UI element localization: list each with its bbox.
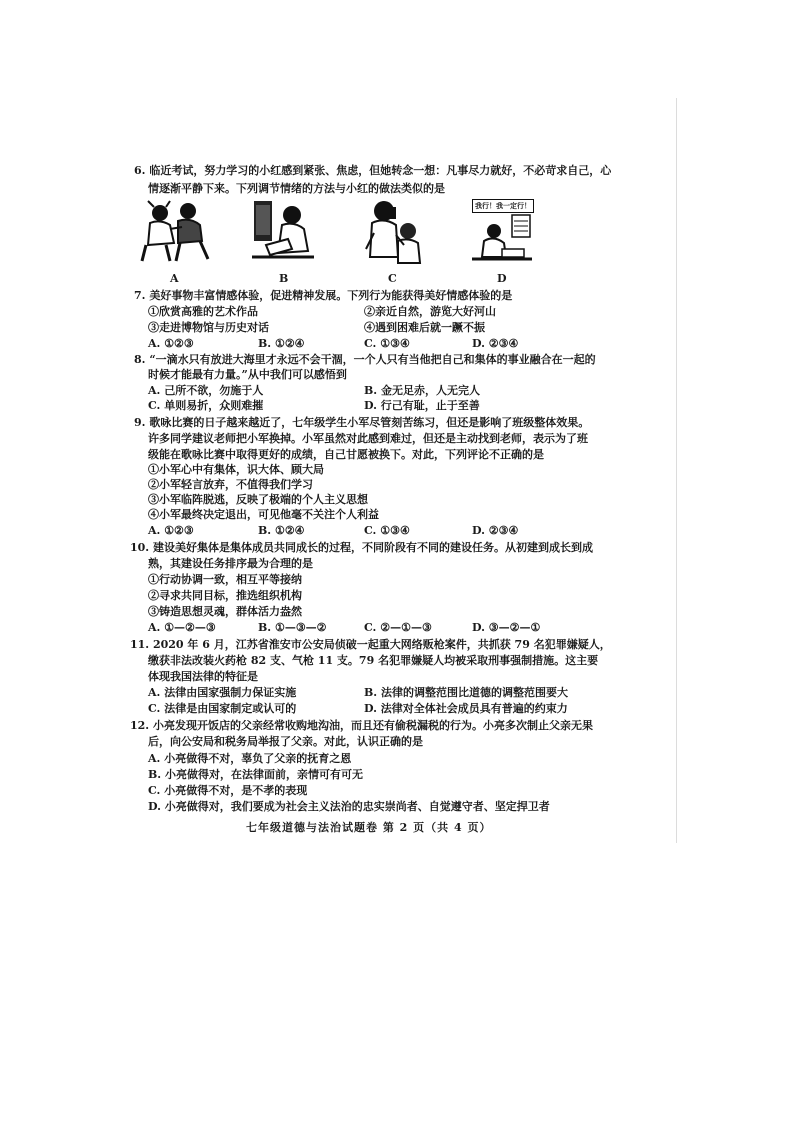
q6-figure-d-student-drawing [472,213,534,265]
q7-choice-d: D. ②③④ [472,337,519,350]
q9-statement-1: ①小军心中有集体，识大体、顾大局 [148,463,324,476]
q11-stem-line1: 11. 2020 年 6 月，江苏省淮安市公安局侦破一起重大网络贩枪案件，共抓获 79 名犯罪嫌疑人， [130,638,611,651]
q7-statement-3: ③走进博物馆与历史对话 [148,321,269,334]
q7-choice-c: C. ①③④ [364,337,410,350]
q8-choice-a: A. 己所不欲，勿施于人 [148,384,264,397]
q9-choice-d: D. ②③④ [472,524,519,537]
q12-choice-c: C. 小亮做得不对，是不孝的表现 [148,784,308,797]
q12-stem-line1: 12. 小亮发现开饭店的父亲经常收购地沟油，而且还有偷税漏税的行为。小亮多次制止父亲无果 [130,719,593,732]
q6-figure-a-illustration [140,199,212,265]
q9-stem-line2: 许多同学建议老师把小军换掉。小军虽然对此感到难过，但还是主动找到老师，表示为了班 [148,432,588,445]
q6-stem-line2: 情逐渐平静下来。下列调节情绪的方法与小红的做法类似的是 [148,182,445,195]
q9-stem-line3: 级能在歌咏比赛中取得更好的成绩，自己甘愿被换下。对此，下列评论不正确的是 [148,448,544,461]
q7-choice-a: A. ①②③ [148,337,194,350]
q8-choice-c: C. 单则易折，众则难摧 [148,399,264,412]
q6-label-c: C [388,272,397,285]
q6-figure-b-illustration [252,199,316,265]
q10-choice-b: B. ①—③—② [258,621,327,634]
q7-statement-4: ④遇到困难后就一蹶不振 [364,321,485,334]
q10-choice-a: A. ①—②—③ [148,621,216,634]
q9-choice-a: A. ①②③ [148,524,194,537]
q10-statement-2: ②寻求共同目标，推选组织机构 [148,589,302,602]
q10-statement-3: ③铸造思想灵魂，群体活力盎然 [148,605,302,618]
q6-label-d: D [497,272,507,285]
q10-choice-d: D. ③—②—① [472,621,541,634]
q11-choice-c: C. 法律是由国家制定或认可的 [148,702,297,715]
q12-choice-d: D. 小亮做得对，我们要成为社会主义法治的忠实崇尚者、自觉遵守者、坚定捍卫者 [148,800,550,813]
q11-stem-line3: 体现我国法律的特征是 [148,670,258,683]
q9-choice-c: C. ①③④ [364,524,410,537]
q11-choice-d: D. 法律对全体社会成员具有普遍的约束力 [364,702,568,715]
q7-stem: 7. 美好事物丰富情感体验，促进精神发展。下列行为能获得美好情感体验的是 [134,289,513,302]
q9-statement-3: ③小军临阵脱逃，反映了极端的个人主义思想 [148,493,368,506]
q9-choice-b: B. ①②④ [258,524,305,537]
q6-figure-c-illustration [362,197,426,267]
q8-choice-b: B. 金无足赤，人无完人 [364,384,480,397]
q7-choice-b: B. ①②④ [258,337,305,350]
q8-choice-d: D. 行己有耻，止于至善 [364,399,480,412]
q9-stem-line1: 9. 歌咏比赛的日子越来越近了，七年级学生小军尽管刻苦练习，但还是影响了班级整体效果。 [134,416,590,429]
q10-statement-1: ①行动协调一致，相互平等接纳 [148,573,302,586]
q6-stem-line1: 6. 临近考试，努力学习的小红感到紧张、焦虑，但她转念一想：凡事尽力就好，不必苛求自己，心 [134,164,612,177]
q9-statement-2: ②小军轻言放弃，不值得我们学习 [148,478,313,491]
q11-choice-a: A. 法律由国家强制力保证实施 [148,686,297,699]
q9-statement-4: ④小军最终决定退出，可见他毫不关注个人利益 [148,508,379,521]
q8-stem-line1: 8. “一滴水只有放进大海里才永远不会干涸，一个人只有当他把自己和集体的事业融合在一起的 [134,353,596,366]
q11-stem-line2: 缴获非法改装火药枪 82 支、气枪 11 支。79 名犯罪嫌疑人均被采取刑事强制措施。这主要 [148,654,599,667]
q7-statement-1: ①欣赏高雅的艺术作品 [148,305,258,318]
page-edge-divider [676,98,677,843]
q10-stem-line2: 熟，其建设任务排序最为合理的是 [148,557,313,570]
q12-stem-line2: 后，向公安局和税务局举报了父亲。对此，认识正确的是 [148,735,423,748]
q7-statement-2: ②亲近自然，游览大好河山 [364,305,496,318]
q6-label-a: A [170,272,179,285]
q10-stem-line1: 10. 建设美好集体是集体成员共同成长的过程，不同阶段有不同的建设任务。从初建到成长到成 [130,541,593,554]
q10-choice-c: C. ②—①—③ [364,621,432,634]
q11-choice-b: B. 法律的调整范围比道德的调整范围要大 [364,686,568,699]
page-footer: 七年级道德与法治试题卷 第 2 页（共 4 页） [246,821,492,834]
q8-stem-line2: 时候才能最有力量。”从中我们可以感悟到 [148,368,347,381]
q6-figure-d-speech-bubble: 我行！我一定行！ [472,199,534,213]
q6-label-b: B [279,272,289,285]
q12-choice-a: A. 小亮做得不对，辜负了父亲的抚育之恩 [148,752,352,765]
q6-figure-d-illustration [472,199,534,265]
q12-choice-b: B. 小亮做得对，在法律面前，亲情可有可无 [148,768,363,781]
